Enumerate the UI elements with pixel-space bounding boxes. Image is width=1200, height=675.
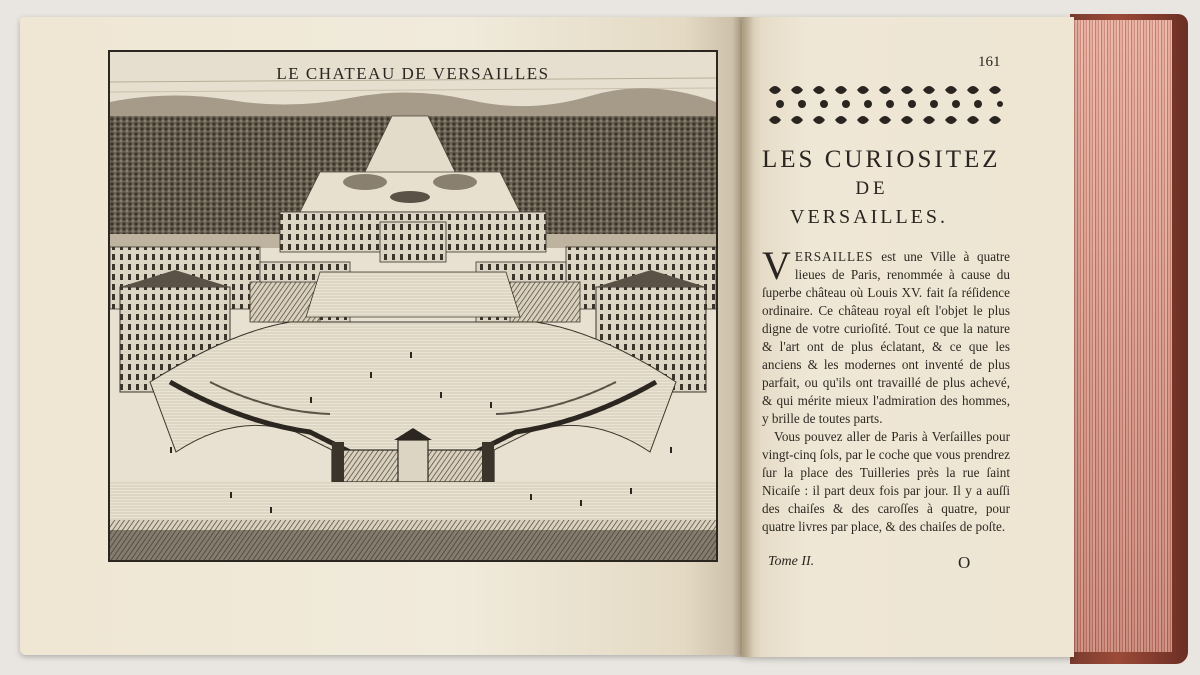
page-edges [1072,20,1172,652]
drop-cap: V [762,243,791,288]
paragraph-1 [762,243,1010,428]
signature-mark: O [958,553,971,572]
page-body-text [762,243,1010,536]
engraving-plate [108,50,718,562]
floral-ornament-icon [765,80,1005,130]
heading-line-3: VERSAILLES. [790,206,948,228]
plate-title: LE CHATEAU DE VERSAILLES [276,64,550,83]
versailles-engraving [110,52,716,560]
heading-line-1: LES CURIOSITEZ [762,146,1001,173]
paragraph-1-text: est une Ville à quatre lieues de Paris, renommée à cause du ſuperbe château où Louis XV. fait ſa réſidence ordinaire. Ce château royal eſt l'objet le plus digne de votre curioſité. Tout ce que la nature & l'art ont de plus éclatant, & ce que les anciens & les modernes ont inventé de plus parfait, ou qu'ils ont travaillé de plus achevé, & qui mérite mieux l'admiration des hommes, y brille de toutes parts. [762,249,1010,426]
page-number: 161 [978,54,1001,70]
paragraph-1-lead: ERSAILLES [794,249,874,264]
book-gutter [732,17,754,657]
heading-line-2: DE [855,178,889,199]
paragraph-2: Vous pouvez aller de Paris à Verſailles pour vingt-cinq ſols, par le coche que vous prendrez ſur la place des Tuilleries près la rue ſaint Nicaiſe : il part deux fois par jour. Il y a auſſi des chaiſes & des caroſſes à quatre, pour quatre livres par place, & des chaiſes de poſte. [762,429,1010,534]
volume-footer: Tome II. [768,554,815,569]
